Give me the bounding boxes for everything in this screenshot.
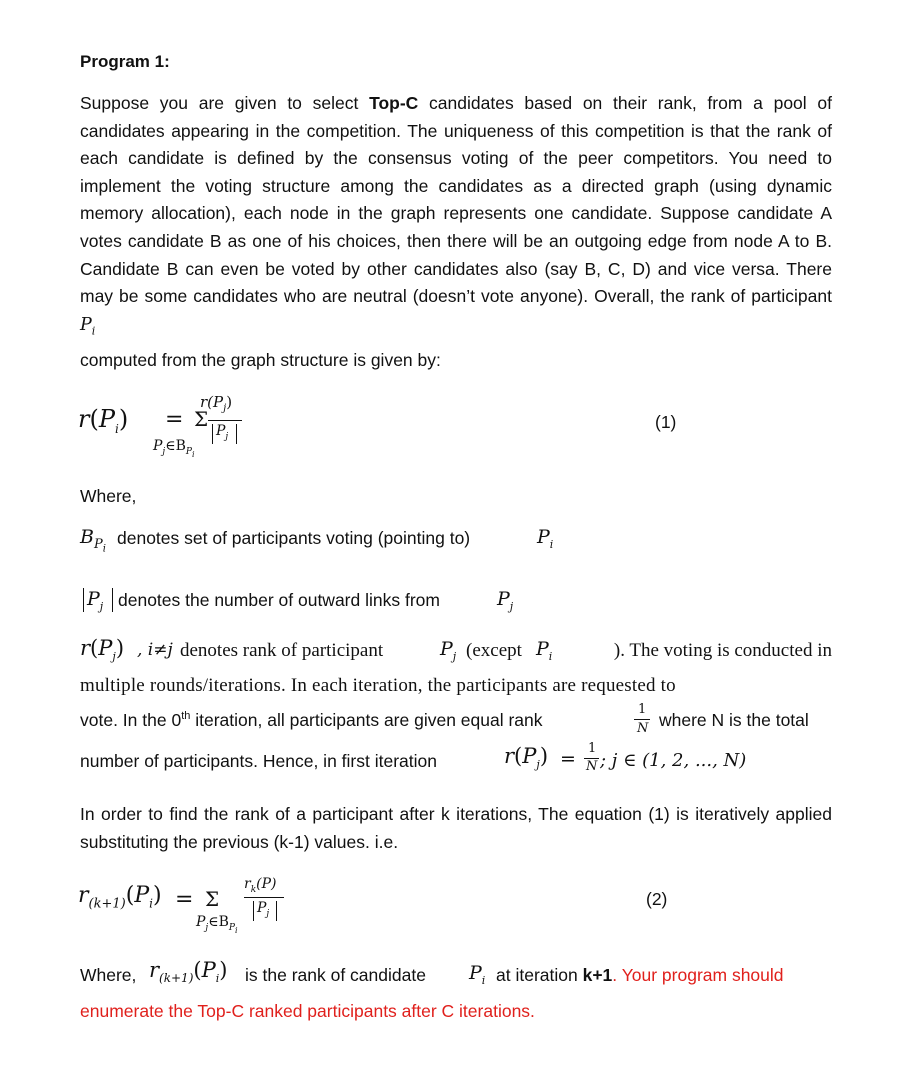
eq1-abs-bar-right [236, 424, 237, 444]
where-label: Where, [80, 486, 137, 506]
def2-abs-bar-left [83, 588, 84, 612]
final-text-1: is the rank of candidate [245, 965, 426, 985]
first-iter-domain: ; j ∈ (1, 2, ..., N) [600, 750, 747, 771]
zeroth-text-1: vote. In the 0th iteration, all participants are given equal rank [80, 710, 543, 730]
first-iter-text: number of participants. Hence, in first iteration [80, 751, 437, 771]
eq2-abs-bar-left [253, 901, 254, 921]
eq1-abs-bar-left [212, 424, 213, 444]
def2-symbol: $P_j$ [87, 588, 104, 613]
eq1-denominator: $P_j$ [216, 423, 229, 442]
def3-text-3: ). The voting is conducted in [613, 640, 832, 661]
eq2-denominator: $P_j$ [257, 900, 270, 919]
def1-symbol: $B_{P_i}$ [80, 526, 106, 555]
first-iter-rank: $r(P_j)$ [504, 744, 549, 772]
def2-abs-bar-right [112, 588, 113, 612]
def3-line-2: multiple rounds/iterations. In each iteration, the participants are requested to [80, 675, 676, 696]
eq2-fraction-bar [244, 897, 284, 898]
intro-var-p: $P_i$ [80, 314, 96, 338]
eq2-sigma: Σ [205, 887, 220, 911]
first-iter-frac-den: N [586, 759, 598, 774]
eq1-sum-index: $P_j\in B_{P_i}$ [153, 438, 195, 459]
eq1-sigma: Σ [194, 407, 209, 431]
intro-paragraph [80, 90, 832, 345]
eq2-abs-bar-right [276, 901, 277, 921]
final-where: Where, [80, 965, 137, 985]
eq2-numerator: $r_k(P)$ [244, 876, 277, 895]
def3-text-2: (except [466, 640, 522, 661]
first-iter-frac-num: 1 [588, 741, 597, 756]
zeroth-frac-num: 1 [638, 702, 647, 717]
intro-last-line: computed from the graph structure is given by: [80, 350, 441, 370]
def3-condition: , i≠j [137, 640, 173, 660]
eq2-sum-index: $P_j\in B_{P_i}$ [196, 914, 238, 935]
final-red-line: enumerate the Top-C ranked participants after C iterations. [80, 1001, 535, 1021]
def1-var: $P_i$ [537, 526, 554, 551]
intro-bold-top-c: Top-C [369, 93, 419, 113]
eq1-number: (1) [655, 412, 677, 432]
def2-text: denotes the number of outward links from [118, 590, 440, 610]
final-rank-symbol: $r_{(k+1)}(P_i)$ [149, 958, 228, 986]
def3-text-1: denotes rank of participant [180, 640, 384, 661]
eq1-equals: = [165, 407, 184, 432]
def3-var-2: $P_i$ [536, 638, 553, 663]
eq1-numerator: $r(P_j)$ [200, 393, 233, 414]
eq1-fraction-bar [208, 420, 242, 421]
eq2-lhs: $r_{(k+1)}(P_i)$ [78, 883, 162, 912]
def1-text: denotes set of participants voting (pointing to) [117, 528, 471, 548]
zeroth-frac-bar [634, 719, 650, 720]
final-var: $P_i$ [469, 962, 486, 987]
program-heading: Program 1: [80, 52, 170, 71]
eq2-equals: = [175, 887, 194, 912]
zeroth-text-2: where N is the total [659, 710, 809, 730]
order-paragraph: In order to find the rank of a participant after k iterations, The equation (1) is iteratively applied substituting the previous (k-1) values. i.e. [80, 804, 832, 852]
def2-var: $P_j$ [497, 588, 514, 613]
eq2-number: (2) [646, 889, 668, 909]
final-text-2: at iteration k+1. Your program should [496, 965, 784, 985]
zeroth-frac-den: N [637, 721, 649, 736]
def3-var-1: $P_j$ [440, 638, 457, 663]
intro-text-1: Suppose you are given to select [80, 93, 370, 113]
first-iter-equals: = [560, 748, 576, 770]
eq1-lhs: $r(P_i)$ [78, 405, 129, 436]
intro-text-2: candidates based on their rank, from a pool of candidates appearing in the competition. The uniqueness of this competition is that the rank of each candidate is defined by the consensus voting of the peer competitors. You need to implement the voting structure among the candidates as a directed graph (using dynamic memory allocation), each node in the graph represents one candidate. Suppose candidate A votes candidate B as one of his choices, then there will be an outgoing edge from node A to B. Candidate B can even be voted by other candidates also (say B, C, D) and vice versa. There may be some candidates who are neutral (doesn’t vote anyone). Overall, the rank of participant [80, 93, 832, 307]
def3-rank-symbol: $r(P_j)$ [80, 636, 125, 664]
